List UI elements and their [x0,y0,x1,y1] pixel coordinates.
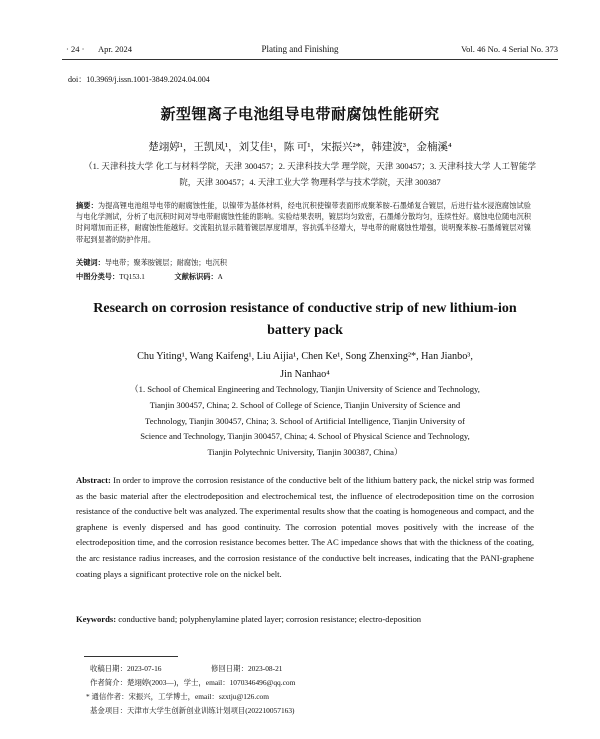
doc-code-value: A [217,273,223,281]
journal-name: Plating and Finishing [261,44,339,54]
cn-abstract-text: 为提高锂电池组导电带的耐腐蚀性能，以镍带为基体材料，经电沉积使镍带表面形成聚苯胺-石墨烯复合镀层，后进行盐水浸泡腐蚀试验与电化学测试，分析了电沉积时间对导电带耐腐蚀性能的影响。实验结果表明，镀层均匀致密，石墨烯分散均匀，连续性好。腐蚀电位随电沉积时间增加而正移，耐腐蚀性能越好。交流阻抗显示随着镀层厚度增厚，容抗弧半径增大，导电带的耐腐蚀性增强，说明聚苯胺-石墨烯镀层对镍带起到显著的防护作用。 [76,202,531,244]
en-abstract-label: Abstract: [76,475,111,485]
author-bio [90,677,295,688]
cn-keywords-label: 关键词： [76,258,105,267]
cn-title: 新型锂离子电池组导电带耐腐蚀性能研究 [160,105,440,123]
en-abstract [76,473,534,582]
en-aff-line: Technology, Tianjin 300457, China; 3. School of Artificial Intelligence, Tianjin University of [145,415,465,426]
revised-value: 2023-08-21 [247,664,283,673]
revised-date [211,663,282,674]
author-bio-value: 楚翊婷(2003—)，学士，email：1070346496@qq.com [126,678,296,687]
en-aff-line: Tianjin Polytechnic University, Tianjin 300387, China） [207,447,403,458]
footnote-rule [84,656,178,657]
author-bio-label: 作者简介： [90,678,127,687]
cn-affiliations: （1. 天津科技大学 化工与材料学院，天津 300457；2. 天津科技大学 理学院，天津 300457；3. 天津科技大学 人工智能学院，天津 300457；4. 天津工业大学 物理科学与技术学院，天津 300387 [84,161,536,187]
en-authors [70,348,540,384]
corresponding-author [86,691,269,702]
funding-value: 天津市大学生创新创业训练计划项目(202210057163) [126,706,295,715]
cn-keywords [76,258,227,268]
cn-authors: 楚翊婷¹，王凯凤¹，刘艾佳¹，陈 可¹，宋振兴²*，韩建波³，金楠溪⁴ [148,142,452,153]
corr-value: 宋振兴，工学博士，email：szxtju@126.com [128,692,269,701]
clc-label: 中图分类号： [76,272,120,281]
en-aff-line: Science and Technology, Tianjin 300457, China; 4. School of Physical Science and Technology, [140,431,470,442]
en-aff-line: Tianjin 300457, China; 2. School of College of Science, Tianjin University of Science and [149,399,461,410]
en-keywords-text: conductive band; polyphenylamine plated layer; corrosion resistance; electro-deposition [118,614,422,624]
corr-label: * 通信作者： [86,692,129,701]
cn-abstract-label: 摘要： [76,201,98,210]
received-value: 2023-07-16 [126,664,162,673]
received-label: 收稿日期： [90,664,127,673]
doi[interactable]: doi：10.3969/j.issn.1001-3849.2024.04.004 [68,75,210,84]
issue-date: Apr. 2024 [98,44,132,54]
en-keywords-label: Keywords: [76,614,117,624]
en-authors-line: Jin Nanhao⁴ [280,369,330,380]
volume-info: Vol. 46 No. 4 Serial No. 373 [461,44,558,54]
en-keywords [76,614,421,624]
received-date [90,663,161,674]
page-number: · 24 · [66,44,85,54]
en-affiliations [76,382,534,461]
en-aff-line: （1. School of Chemical Engineering and Technology, Tianjin University of Science and Technology, [130,384,480,394]
en-abstract-text: In order to improve the corrosion resistance of the conductive belt of the lithium battery pack, the nickel strip was formed as the basic material after the electrodeposition and electrochemical test, the influence of electrodeposition time on the corrosion resistance of the conductive belt was analyzed. The experimental results show that the coating is homogeneous and compact, and the graphene is evenly dispersed and has good continuity. The corrosion potential moves positively with the increase of the electrodeposition time, and the corrosion resistance becomes better. The AC impedance shows that with the thickness of the coating, the arc resistance radius increases, and the corrosion resistance of the conductive belt increases, indicating that the PANI-graphene coating plays a significant protective role on the nickel belt. [76,475,534,579]
en-authors-line: Chu Yiting¹, Wang Kaifeng¹, Liu Aijia¹, Chen Ke¹, Song Zhenxing²*, Han Jianbo³, [137,351,473,362]
cn-keywords-text: 导电带；聚苯胺镀层；耐腐蚀；电沉积 [104,259,227,267]
revised-label: 修回日期： [211,664,248,673]
doc-code-label: 文献标识码： [174,272,218,281]
en-title: Research on corrosion resistance of conductive strip of new lithium-ion battery pack [93,301,517,338]
clc-value: TQ153.1 [119,273,145,281]
cn-classification [76,272,223,282]
cn-abstract [76,200,531,246]
funding-label: 基金项目： [90,706,127,715]
header-rule [62,59,558,60]
funding [90,705,295,716]
